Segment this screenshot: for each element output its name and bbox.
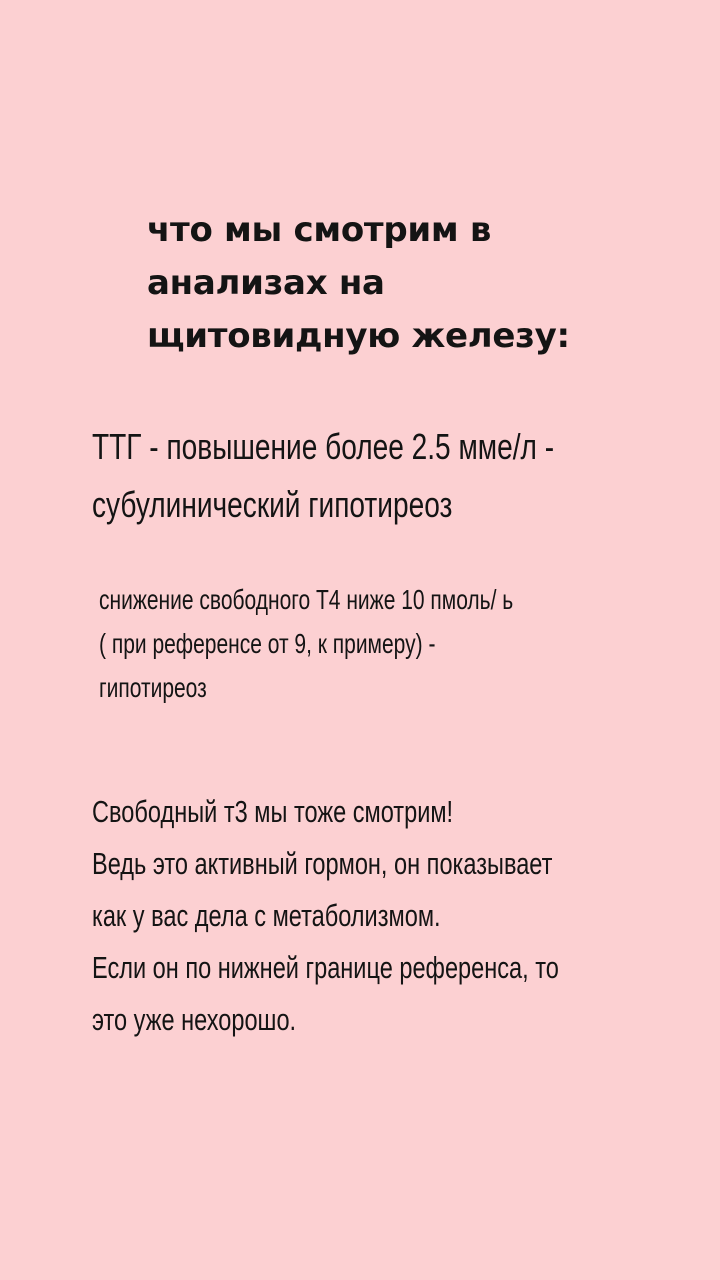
tsh-line: субулинический гипотиреоз	[92, 484, 453, 525]
t4-line: ( при референсе от 9, к примеру) -	[99, 628, 436, 659]
t3-paragraph	[92, 786, 559, 1046]
t3-line: как у вас дела с метаболизмом.	[92, 898, 441, 933]
title-line: анализах на	[147, 263, 385, 303]
t3-line: Свободный т3 мы тоже смотрим!	[92, 794, 454, 829]
t3-line: Если он по нижней границе референса, то	[92, 950, 559, 985]
t3-line: это уже нехорошо.	[92, 1002, 297, 1037]
page-title	[147, 204, 687, 363]
t4-line: гипотиреоз	[99, 672, 207, 703]
t4-paragraph	[99, 578, 513, 710]
title-line: что мы смотрим в	[147, 210, 492, 250]
tsh-paragraph	[92, 418, 554, 534]
t3-line: Ведь это активный гормон, он показывает	[92, 846, 553, 881]
t4-line: снижение свободного Т4 ниже 10 пмоль/ ь	[99, 584, 514, 615]
title-line: щитовидную железу:	[147, 316, 570, 356]
tsh-line: ТТГ - повышение более 2.5 мме/л -	[92, 426, 555, 467]
